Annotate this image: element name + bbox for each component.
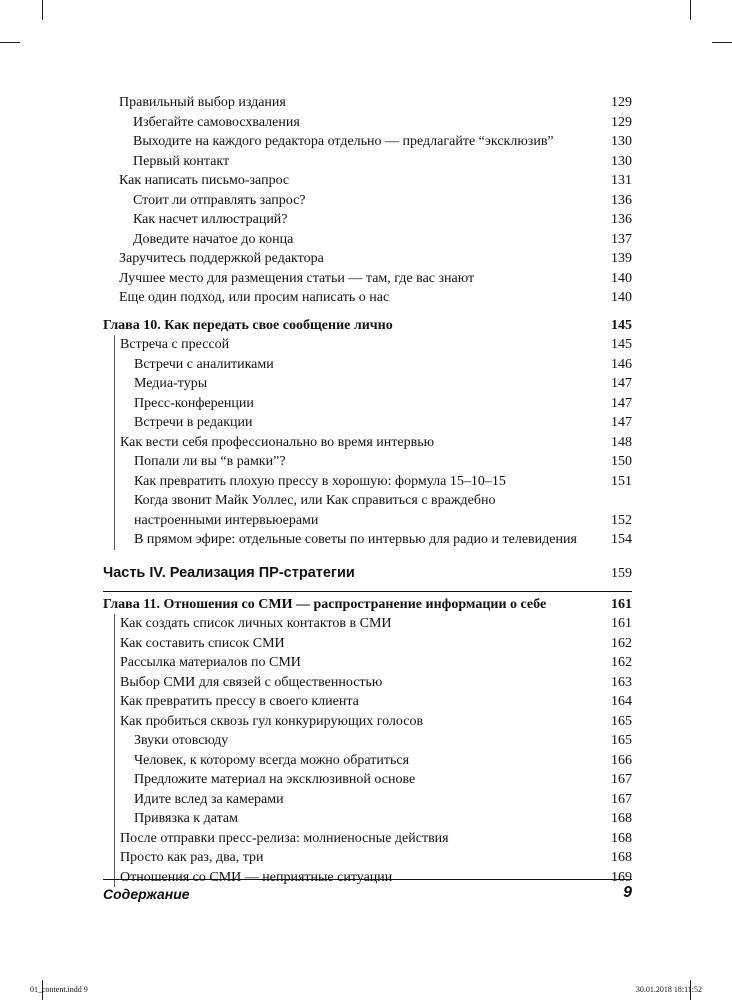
page-number: 165: [611, 713, 632, 729]
toc-section: [115, 614, 632, 887]
page-number: 161: [611, 616, 632, 631]
toc-entry-title: Выходите на каждого редактора отдельно — предлагайте “эксклюзив”: [133, 134, 554, 149]
crop-mark: [0, 42, 20, 43]
page-number: 130: [611, 134, 632, 149]
toc-entry-title: После отправки пресс-релиза: молниеносные действия: [120, 830, 449, 846]
toc-entry-title: Предложите материал на эксклюзивной основе: [134, 772, 416, 787]
page-number-footer: 9: [623, 884, 632, 901]
page-number: 162: [611, 655, 632, 670]
toc-entry[interactable]: [115, 614, 632, 634]
toc-entry[interactable]: [115, 751, 632, 771]
toc-entry-title: Как насчет иллюстраций?: [133, 212, 288, 227]
toc-entry-title: Как пробиться сквозь гул конкурирующих голосов: [120, 713, 424, 729]
toc-entry[interactable]: [115, 829, 632, 849]
page-number: 137: [611, 231, 632, 247]
toc-entry-title: Просто как раз, два, три: [120, 850, 264, 865]
page-number: 152: [611, 512, 632, 528]
toc-entry-title: Встречи с аналитиками: [134, 356, 274, 372]
toc-entry-title: Как создать список личных контактов в СМИ: [120, 616, 392, 631]
chapter-entries: [114, 335, 632, 550]
page-number: 136: [611, 212, 632, 227]
chapter-title: Глава 11. Отношения со СМИ — распространение информации о себе: [103, 596, 547, 612]
toc-entry-title: Как составить список СМИ: [120, 635, 285, 651]
toc-entry[interactable]: [115, 868, 632, 888]
toc-entry[interactable]: [115, 472, 632, 492]
toc-entry-title: В прямом эфире: отдельные советы по интервью для радио и телевидения: [134, 532, 577, 547]
toc-entry[interactable]: [103, 152, 632, 172]
page-number: 131: [611, 173, 632, 188]
toc-entry-title: Заручитесь поддержкой редактора: [119, 251, 324, 266]
page-number: 169: [611, 869, 632, 885]
toc-entry[interactable]: [103, 288, 632, 308]
toc-entry[interactable]: [115, 712, 632, 732]
toc-entry-title: Попали ли вы “в рамки”?: [134, 454, 286, 469]
toc-entry-title-line: Когда звонит Майк Уоллес, или Как справиться с враждебно: [134, 493, 496, 508]
part-title: Часть IV. Реализация ПР-стратегии: [103, 564, 355, 581]
part-heading[interactable]: [103, 561, 632, 585]
page-number: 147: [611, 415, 632, 430]
toc-entry[interactable]: [115, 355, 632, 375]
page-number: 151: [611, 473, 632, 489]
page-number: 164: [611, 694, 632, 709]
toc-section: [103, 93, 632, 308]
page-number: 148: [611, 434, 632, 450]
crop-mark: [690, 0, 691, 20]
toc-entry[interactable]: [115, 530, 632, 550]
toc-entry[interactable]: [103, 191, 632, 211]
toc-entry-title: Избегайте самовосхваления: [133, 114, 300, 130]
toc-entry-title: Стоит ли отправлять запрос?: [133, 192, 306, 208]
page-number: 162: [611, 635, 632, 651]
toc-entry[interactable]: [103, 249, 632, 269]
toc-entry[interactable]: [115, 770, 632, 790]
page-number: 167: [611, 791, 632, 807]
toc-entry[interactable]: [115, 413, 632, 433]
toc-entry[interactable]: [103, 171, 632, 191]
toc-entry[interactable]: [115, 673, 632, 693]
toc-entry[interactable]: [103, 210, 632, 230]
toc-entry[interactable]: [115, 848, 632, 868]
toc-entry[interactable]: [115, 809, 632, 829]
toc-entry-title: Встреча с прессой: [120, 337, 230, 352]
page-number: 139: [611, 251, 632, 266]
page-number: 147: [611, 395, 632, 411]
toc-entry-title: Первый контакт: [133, 153, 230, 169]
page-number: 168: [611, 830, 632, 846]
toc-entry-title: Как вести себя профессионально во время интервью: [120, 434, 435, 450]
toc-entry-title: Правильный выбор издания: [119, 95, 286, 110]
page-number: 147: [611, 376, 632, 391]
page-number: 163: [611, 674, 632, 690]
part-divider: [103, 591, 632, 592]
chapter-title: Глава 10. Как передать свое сообщение лично: [103, 317, 393, 333]
toc-entry-title: Медиа-туры: [134, 376, 208, 391]
toc-entry-title: Пресс-конференции: [134, 395, 254, 411]
page-number: 167: [611, 772, 632, 787]
chapter-heading[interactable]: [103, 595, 632, 615]
page-number: 168: [611, 850, 632, 865]
crop-mark: [42, 0, 43, 20]
page-number: 129: [611, 114, 632, 130]
toc-entry-title: Выбор СМИ для связей с общественностью: [120, 674, 383, 690]
toc-entry-title: Человек, к которому всегда можно обратиться: [134, 752, 410, 768]
page-number: 166: [611, 752, 632, 768]
section-name: Содержание: [103, 886, 190, 902]
toc-entry[interactable]: [115, 790, 632, 810]
toc-entry-title: [115, 491, 496, 530]
toc-entry-title: Звуки отовсюду: [134, 733, 229, 748]
toc-entry[interactable]: [115, 692, 632, 712]
toc-entry-title: Еще один подход, или просим написать о нас: [119, 290, 390, 305]
page-number: 165: [611, 733, 632, 748]
toc-entry-title: Рассылка материалов по СМИ: [120, 655, 301, 670]
toc-entry[interactable]: [115, 653, 632, 673]
toc-entry[interactable]: [115, 634, 632, 654]
page-number: 145: [611, 317, 632, 333]
toc-entry[interactable]: [115, 335, 632, 355]
page-number: 130: [611, 153, 632, 169]
toc-entry[interactable]: [103, 132, 632, 152]
toc-entry-title: Доведите начатое до конца: [133, 231, 294, 247]
crop-mark: [712, 42, 732, 43]
toc-entry[interactable]: [103, 230, 632, 250]
toc-section: [115, 530, 632, 550]
page-number: 140: [611, 270, 632, 286]
toc-entry-title: Как превратить прессу в своего клиента: [120, 694, 359, 709]
toc-entry-title: Как превратить плохую прессу в хорошую: формула 15–10–15: [134, 473, 506, 489]
chapter-entries: [114, 614, 632, 887]
page-number: 159: [611, 565, 632, 581]
page-footer: [103, 879, 632, 902]
toc-entry[interactable]: [115, 491, 632, 530]
toc-entry-title: Лучшее место для размещения статьи — там, где вас знают: [119, 270, 475, 286]
page-number: 168: [611, 811, 632, 826]
page-number: 154: [611, 532, 632, 547]
toc-entry-title-line: настроенными интервьюерами: [134, 512, 319, 528]
toc-entry[interactable]: [115, 433, 632, 453]
toc-entry-title: Встречи в редакции: [134, 415, 253, 430]
toc-entry[interactable]: [115, 731, 632, 751]
toc-entry[interactable]: [103, 93, 632, 113]
toc-entry-title: Как написать письмо-запрос: [119, 173, 290, 188]
toc-entry-title: Отношения со СМИ — неприятные ситуации: [120, 869, 393, 885]
page-number: 136: [611, 192, 632, 208]
page-number: 140: [611, 290, 632, 305]
toc-entry-title: Идите вслед за камерами: [134, 791, 284, 807]
toc-entry[interactable]: [103, 113, 632, 133]
toc-section: [115, 335, 632, 491]
toc-entry-title: Привязка к датам: [134, 811, 238, 826]
toc-entry[interactable]: [115, 374, 632, 394]
toc-entry[interactable]: [115, 394, 632, 414]
page-number: 161: [611, 596, 632, 612]
page-number: 150: [611, 454, 632, 469]
table-of-contents: [103, 93, 632, 887]
chapter-heading[interactable]: [103, 316, 632, 336]
page-number: 146: [611, 356, 632, 372]
page-number: 145: [611, 337, 632, 352]
print-timestamp: 30.01.2018 18:11:52: [635, 985, 702, 994]
toc-entry[interactable]: [115, 452, 632, 472]
toc-entry[interactable]: [103, 269, 632, 289]
file-name: 01_content.indd 9: [30, 985, 88, 994]
page-number: 129: [611, 95, 632, 110]
